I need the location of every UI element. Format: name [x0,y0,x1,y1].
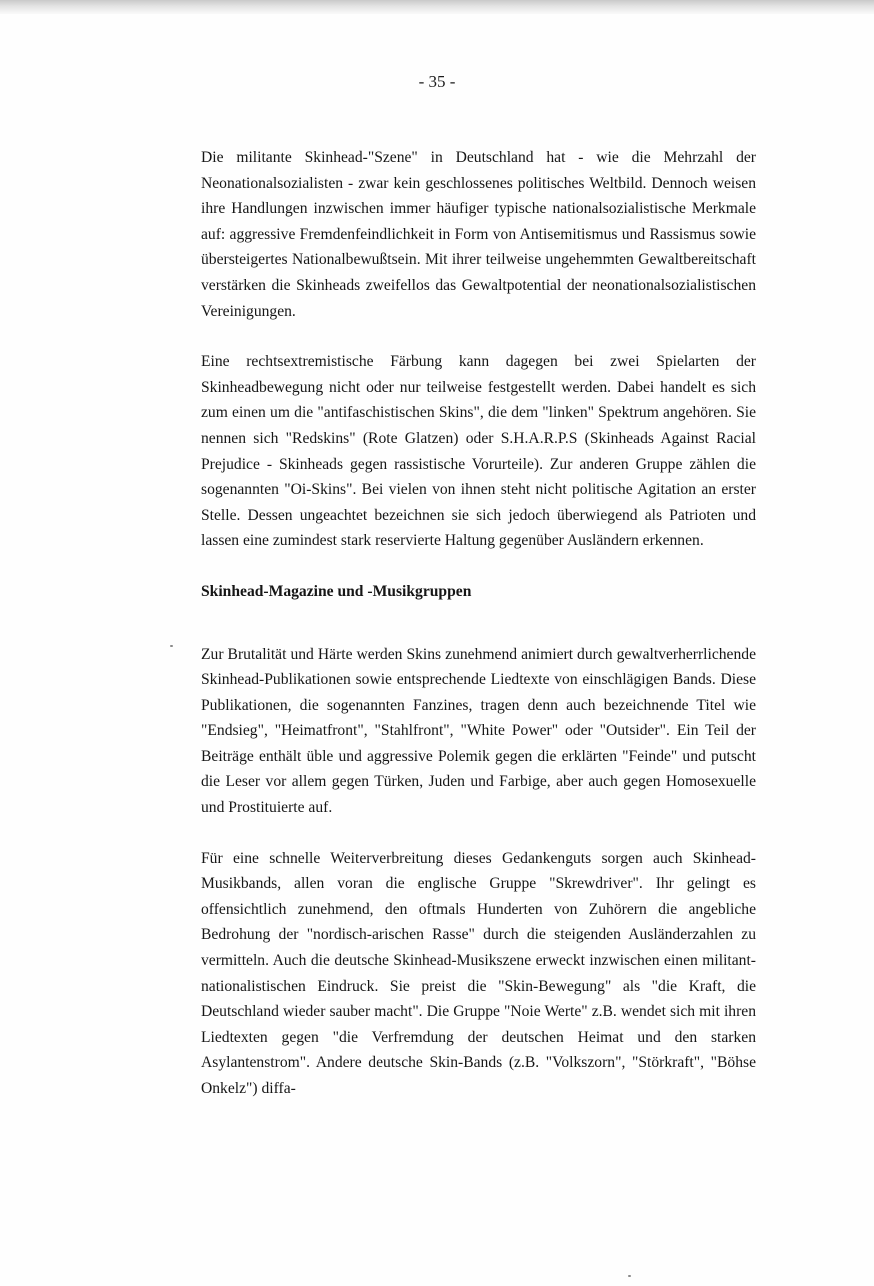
page-number: - 35 - [418,72,456,91]
scan-edge-shadow [0,0,874,14]
paragraph-skinhead-music: Für eine schnelle Weiterverbreitung dieses Gedankenguts sorgen auch Skinhead-Musikbands, allen voran die englische Gruppe "Skrewdriver". Ihr gelingt es offensichtlich zunehmend, den oftmals Hunderten von Zuhörern die angebliche Bedrohung der "nordisch-arischen Rasse" durch die steigenden Ausländerzahlen zu vermitteln. Auch die deutsche Skinhead-Musikszene erweckt inzwischen einen militant-nationalistischen Eindruck. Sie preist die "Skin-Bewegung" als "die Kraft, die Deutschland wieder sauber macht". Die Gruppe "Noie Werte" z.B. wendet sich mit ihren Liedtexten gegen "die Verfremdung der deutschen Heimat und den starken Asylantenstrom". Andere deutsche Skin-Bands (z.B. "Volkszorn", "Störkraft", "Böhse Onkelz") diffa- [201,849,756,1097]
scan-speck [170,645,173,647]
paragraph-skinhead-publications: Zur Brutalität und Härte werden Skins zunehmend animiert durch gewaltverherrlichende Skinhead-Publikationen sowie entsprechende Liedtexte von einschlägigen Bands. Diese Publikationen, die sogenannten Fanzines, tragen denn auch bezeichnende Titel wie "Endsieg", "Heimatfront", "Stahlfront", "White Power" oder "Outsider". Ein Teil der Beiträge enthält üble und aggressive Polemik gegen die erklärten "Feinde" und putscht die Leser vor allem gegen Türken, Juden und Farbige, aber auch gegen Homosexuelle und Prostituierte auf. [201,645,756,817]
paragraph-skinhead-scene: Die militante Skinhead-"Szene" in Deutschland hat - wie die Mehrzahl der Neonationalsozialisten - zwar kein geschlossenes politisches Weltbild. Dennoch weisen ihre Handlungen inzwischen immer häufiger typische nationalsozialistische Merkmale auf: aggressive Fremdenfeindlichkeit in Form von Antisemitismus und Rassismus sowie übersteigertes Nationalbewußtsein. Mit ihrer teilweise ungehemmten Gewaltbereitschaft verstärken die Skinheads zweifellos das Gewaltpotential der neonationalsozialistischen Vereinigungen. [201,149,756,320]
paragraph-non-extremist-skins: Eine rechtsextremistische Färbung kann dagegen bei zwei Spielarten der Skinheadbewegung nicht oder nur teilweise festgestellt werden. Dabei handelt es sich zum einen um die "antifaschistischen Skins", die dem "linken" Spektrum angehören. Sie nennen sich "Redskins" (Rote Glatzen) oder S.H.A.R.P.S (Skinheads Against Racial Prejudice - Skinheads gegen rassistische Vorurteile). Zur anderen Gruppe zählen die sogenannten "Oi-Skins". Bei vielen von ihnen steht nicht politische Agitation an erster Stelle. Dessen ungeachtet bezeichnen sie sich jedoch überwiegend als Patrioten und lassen eine zumindest stark reservierte Haltung gegenüber Ausländern erkennen. [201,353,756,550]
document-body [201,145,756,1127]
scan-speck [628,1275,631,1277]
section-heading: Skinhead-Magazine und -Musikgruppen [201,582,472,600]
